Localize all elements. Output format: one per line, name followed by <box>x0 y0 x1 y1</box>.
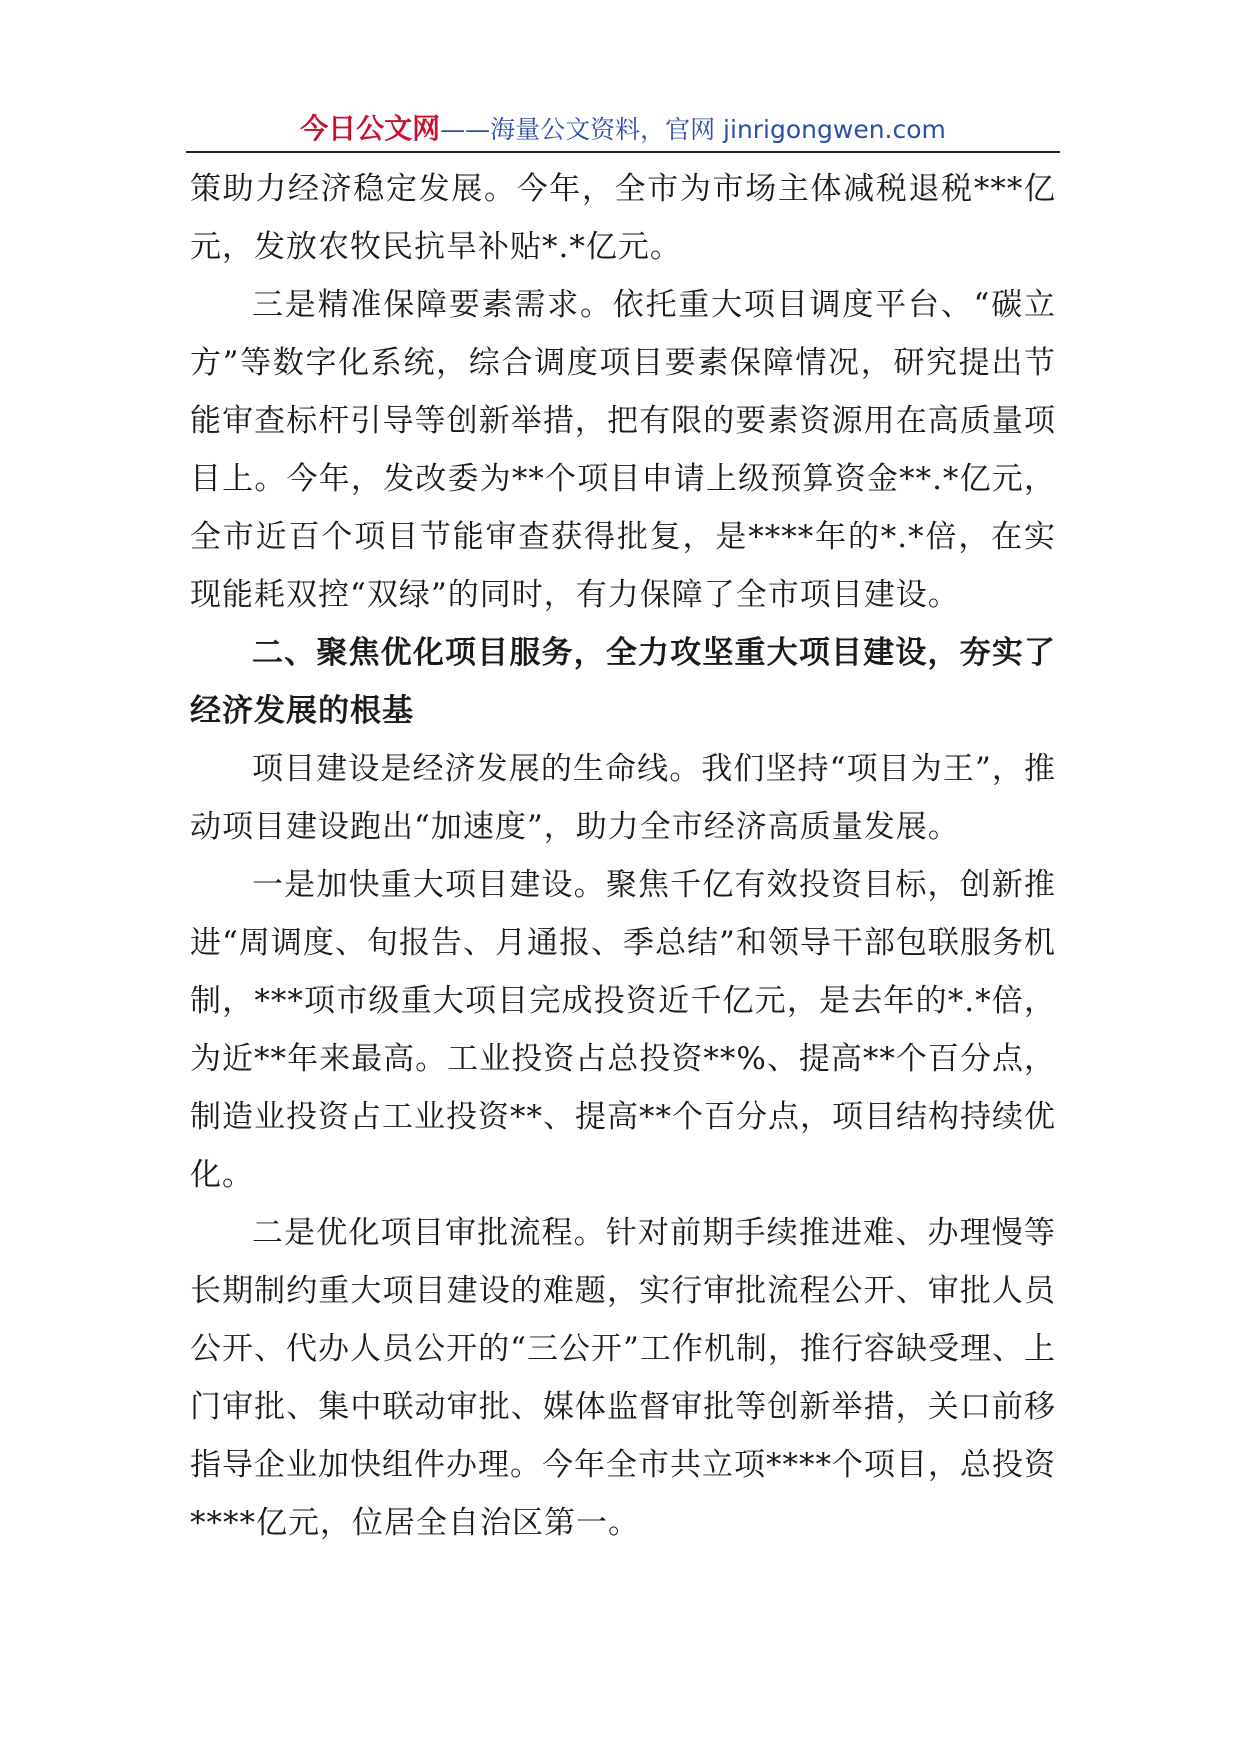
paragraph: 一是加快重大项目建设。聚焦千亿有效投资目标，创新推进“周调度、旬报告、月通报、季总结”和领导干部包联服务机制，***项市级重大项目完成投资近千亿元，是去年的*.*倍，为近**年来最高。工业投资占总投资**%、提高**个百分点，制造业投资占工业投资**、提高**个百分点，项目结构持续优化。 <box>190 867 1056 1193</box>
section-heading: 二、聚焦优化项目服务，全力攻坚重大项目建设，夯实了经济发展的根基 <box>190 635 1056 729</box>
document-header <box>188 108 1058 150</box>
document-body <box>190 160 1056 1552</box>
site-url: jinrigongwen.com <box>723 115 946 144</box>
header-tagline: 海量公文资料，官网 <box>490 115 724 144</box>
paragraph: 项目建设是经济发展的生命线。我们坚持“项目为王”，推动项目建设跑出“加速度”，助力全市经济高质量发展。 <box>190 751 1056 845</box>
header-dash: —— <box>440 115 491 144</box>
site-brand: 今日公文网 <box>300 112 441 145</box>
header-divider <box>186 151 1060 153</box>
paragraph-continuation: 策助力经济稳定发展。今年，全市为市场主体减税退税***亿元，发放农牧民抗旱补贴*.*亿元。 <box>190 171 1056 265</box>
paragraph: 二是优化项目审批流程。针对前期手续推进难、办理慢等长期制约重大项目建设的难题，实行审批流程公开、审批人员公开、代办人员公开的“三公开”工作机制，推行容缺受理、上门审批、集中联动审批、媒体监督审批等创新举措，关口前移指导企业加快组件办理。今年全市共立项****个项目，总投资****亿元，位居全自治区第一。 <box>190 1215 1056 1541</box>
paragraph: 三是精准保障要素需求。依托重大项目调度平台、“碳立方”等数字化系统，综合调度项目要素保障情况，研究提出节能审查标杆引导等创新举措，把有限的要素资源用在高质量项目上。今年，发改委为**个项目申请上级预算资金**.*亿元，全市近百个项目节能审查获得批复，是****年的*.*倍，在实现能耗双控“双绿”的同时，有力保障了全市项目建设。 <box>190 287 1056 613</box>
